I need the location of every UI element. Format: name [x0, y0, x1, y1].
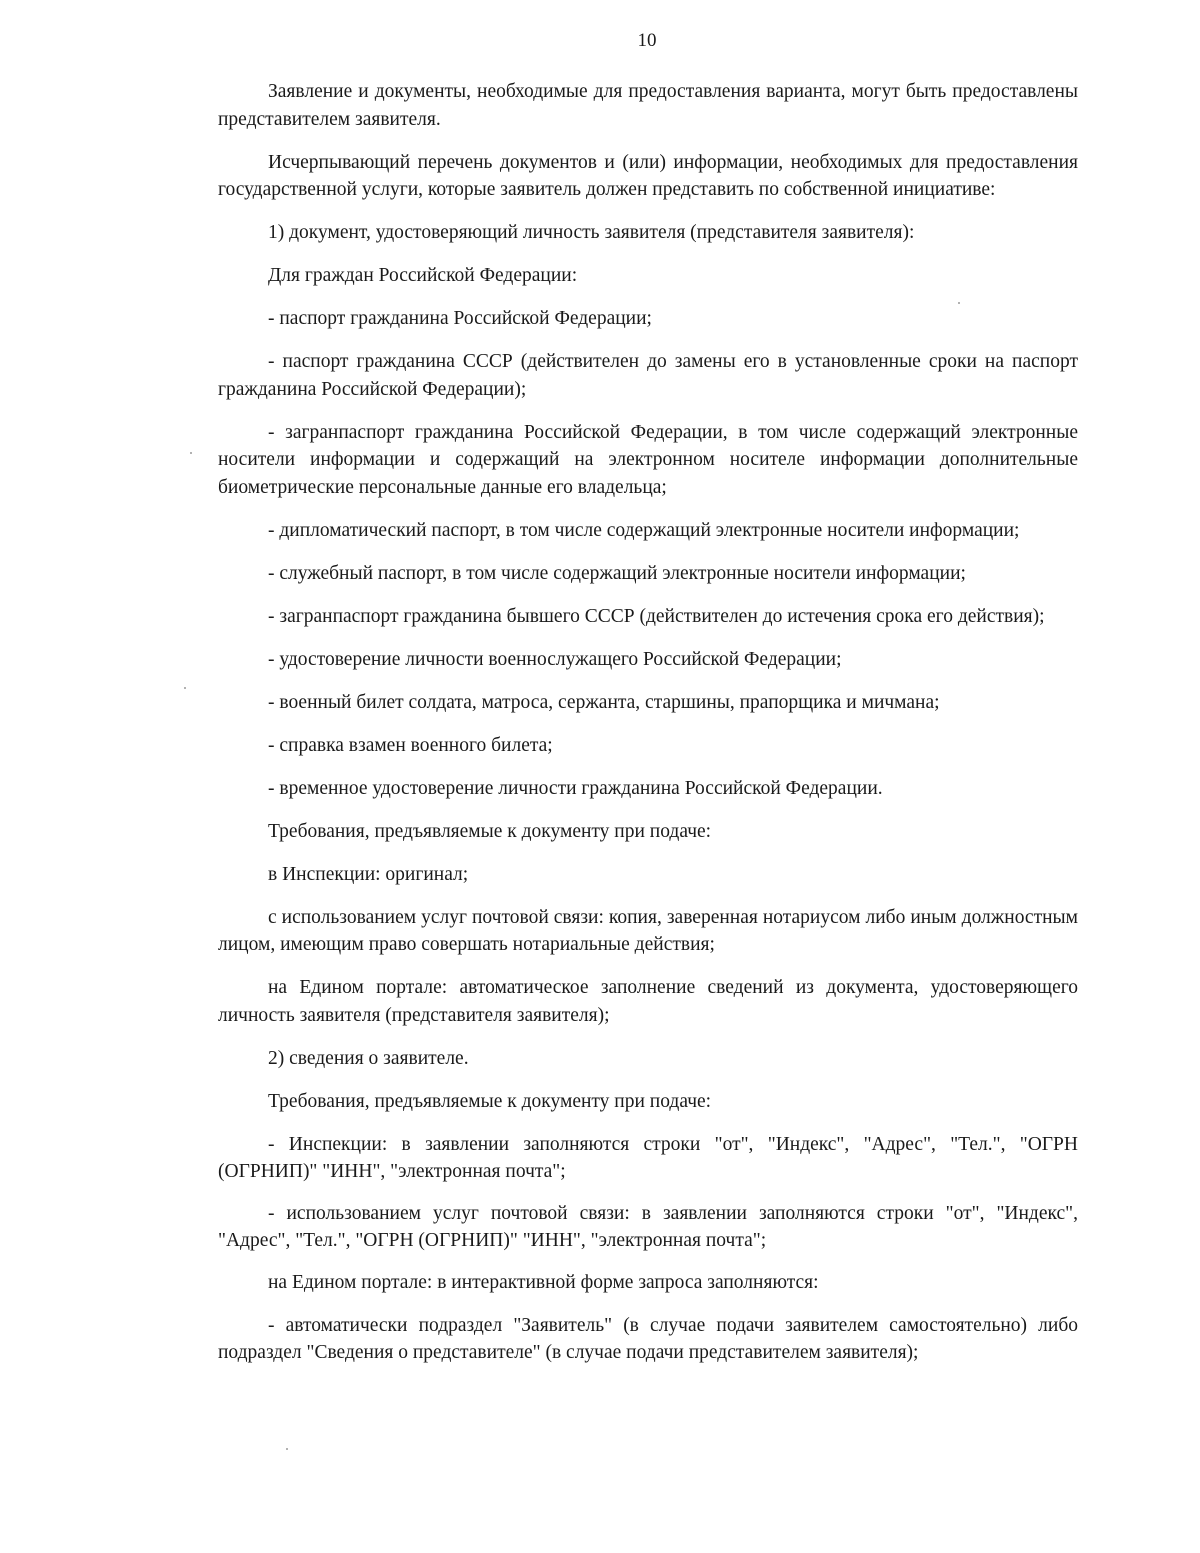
list-item-military-ticket: - военный билет солдата, матроса, сержанта, старшины, прапорщика и мичмана; — [268, 691, 940, 713]
document-body — [218, 78, 1078, 1382]
scan-speck — [190, 452, 192, 454]
paragraph-inspection-original: в Инспекции: оригинал; — [268, 863, 469, 885]
paragraph-requirements: Требования, предъявляемые к документу при подаче: — [268, 820, 712, 842]
list-item-portal-subsection: - автоматически подраздел "Заявитель" (в случае подачи заявителем самостоятельно) либо подраздел "Сведения о представителе" (в случае подачи представителем заявителя); — [218, 1314, 1078, 1363]
list-item-military-certificate: - справка взамен военного билета; — [268, 734, 553, 756]
list-item-identity-document: 1) документ, удостоверяющий личность заявителя (представителя заявителя): — [268, 222, 915, 243]
list-item-military-id: - удостоверение личности военнослужащего Российской Федерации; — [268, 648, 842, 670]
list-item-inspection-fields: - Инспекции: в заявлении заполняются строки "от", "Индекс", "Адрес", "Тел.", "ОГРН (ОГРНИП)" "ИНН", "электронная почта"; — [218, 1133, 1078, 1182]
scan-speck — [286, 1448, 288, 1450]
paragraph-portal-autofill: на Едином портале: автоматическое заполнение сведений из документа, удостоверяющего личность заявителя (представителя заявителя); — [218, 977, 1078, 1026]
list-item-passport-ussr: - паспорт гражданина СССР (действителен до замены его в установленные сроки на паспорт гражданина Российской Федерации); — [218, 351, 1078, 400]
paragraph-exhaustive-list: Исчерпывающий перечень документов и (или) информации, необходимых для предоставления государственной услуги, которые заявитель должен представить по собственной инициативе: — [218, 151, 1078, 200]
scan-speck — [184, 687, 186, 689]
paragraph-for-citizens: Для граждан Российской Федерации: — [268, 265, 578, 286]
scan-speck — [958, 302, 960, 304]
list-item-postal-fields: - использованием услуг почтовой связи: в заявлении заполняются строки "от", "Индекс", "Адрес", "Тел.", "ОГРН (ОГРНИП)" "ИНН", "электронная почта"; — [218, 1202, 1078, 1251]
list-item-service-passport: - служебный паспорт, в том числе содержащий электронные носители информации; — [268, 562, 966, 584]
list-item-foreign-passport-ussr: - загранпаспорт гражданина бывшего СССР (действителен до истечения срока его действия); — [268, 605, 1045, 627]
list-item-passport-rf: - паспорт гражданина Российской Федерации; — [268, 308, 652, 329]
paragraph-portal-form: на Едином портале: в интерактивной форме запроса заполняются: — [268, 1271, 819, 1293]
list-item-diplomatic-passport: - дипломатический паспорт, в том числе содержащий электронные носители информации; — [268, 519, 1020, 541]
list-item-applicant-info: 2) сведения о заявителе. — [268, 1047, 469, 1069]
paragraph-postal-copy: с использованием услуг почтовой связи: копия, заверенная нотариусом либо иным должностным лицом, имеющим право совершать нотариальные действия; — [218, 906, 1078, 955]
list-item-foreign-passport-rf: - загранпаспорт гражданина Российской Федерации, в том числе содержащий электронные носители информации и содержащий на электронном носителе информации дополнительные биометрические персональные данные его владельца; — [218, 421, 1078, 498]
paragraph-representative: Заявление и документы, необходимые для предоставления варианта, могут быть предоставлены представителем заявителя. — [218, 81, 1078, 130]
list-item-temporary-id: - временное удостоверение личности гражданина Российской Федерации. — [268, 777, 883, 799]
page-number: 10 — [637, 30, 657, 51]
paragraph-requirements-2: Требования, предъявляемые к документу при подаче: — [268, 1090, 712, 1112]
